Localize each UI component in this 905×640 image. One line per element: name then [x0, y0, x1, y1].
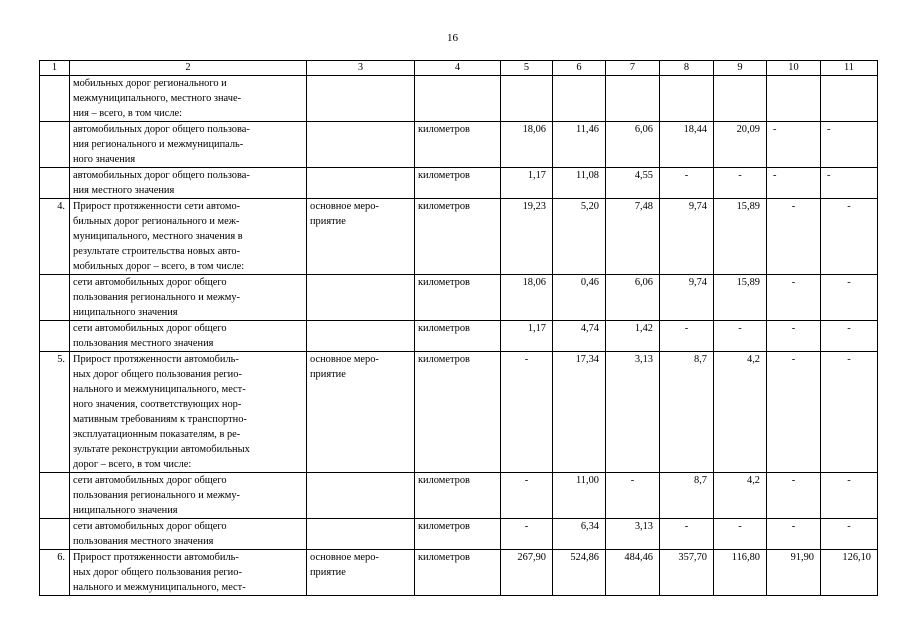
value-col-5: - — [501, 352, 553, 473]
value-col-6: 11,00 — [553, 473, 606, 519]
value-col-5: - — [501, 519, 553, 550]
row-number — [40, 168, 70, 199]
value-col-8: 357,70 — [660, 550, 714, 596]
value-col-8: 9,74 — [660, 275, 714, 321]
unit: километров — [415, 519, 501, 550]
value-col-11: - — [821, 352, 878, 473]
value-col-5: 18,06 — [501, 122, 553, 168]
value-col-9: 4,2 — [714, 473, 767, 519]
value-col-8: 9,74 — [660, 199, 714, 275]
indicator-text: автомобильных дорог общего пользова- ния регионального и межмуниципаль- ного значения — [70, 122, 307, 168]
unit: километров — [415, 122, 501, 168]
unit: километров — [415, 550, 501, 596]
indicator-text: сети автомобильных дорог общего пользования регионального и межму- ниципального значения — [70, 473, 307, 519]
row-number — [40, 76, 70, 122]
column-header: 9 — [714, 61, 767, 76]
unit: километров — [415, 321, 501, 352]
value-col-5 — [501, 76, 553, 122]
row-number — [40, 519, 70, 550]
value-col-8 — [660, 76, 714, 122]
event-type — [307, 76, 415, 122]
unit: километров — [415, 473, 501, 519]
event-type — [307, 275, 415, 321]
indicator-text: автомобильных дорог общего пользова- ния местного значения — [70, 168, 307, 199]
unit: километров — [415, 199, 501, 275]
value-col-11 — [821, 76, 878, 122]
table-row — [40, 199, 878, 275]
value-col-11: - — [821, 519, 878, 550]
row-number: 5. — [40, 352, 70, 473]
value-col-9: 4,2 — [714, 352, 767, 473]
value-col-9: 15,89 — [714, 199, 767, 275]
value-col-10: - — [767, 519, 821, 550]
value-col-10: 91,90 — [767, 550, 821, 596]
value-col-10: - — [767, 275, 821, 321]
row-number — [40, 122, 70, 168]
value-col-9 — [714, 76, 767, 122]
value-col-6 — [553, 76, 606, 122]
unit: километров — [415, 275, 501, 321]
value-col-7: 1,42 — [606, 321, 660, 352]
row-number: 4. — [40, 199, 70, 275]
row-number — [40, 275, 70, 321]
value-col-11: - — [821, 321, 878, 352]
unit — [415, 76, 501, 122]
column-header: 11 — [821, 61, 878, 76]
value-col-8: 18,44 — [660, 122, 714, 168]
value-col-8: - — [660, 519, 714, 550]
event-type: основное меро- приятие — [307, 199, 415, 275]
column-header: 3 — [307, 61, 415, 76]
column-header: 1 — [40, 61, 70, 76]
indicators-table — [39, 60, 878, 596]
value-col-10: - — [767, 321, 821, 352]
indicator-text: мобильных дорог регионального и межмуниципального, местного значе- ния – всего, в том числе: — [70, 76, 307, 122]
value-col-7: 7,48 — [606, 199, 660, 275]
value-col-5: 19,23 — [501, 199, 553, 275]
event-type: основное меро- приятие — [307, 550, 415, 596]
value-col-5: - — [501, 473, 553, 519]
page-number: 16 — [447, 32, 458, 44]
value-col-8: - — [660, 321, 714, 352]
indicator-text: Прирост протяженности автомобиль- ных дорог общего пользования регио- нального и межмуниципального, мест- ного значения, соответствующих нор- мативным требованиям к транспортно- эксплуатационным показателям, в ре- зультате реконструкции автомобильных дорог – всего, в том числе: — [70, 352, 307, 473]
value-col-11: - — [821, 168, 878, 199]
table-row — [40, 473, 878, 519]
table-row — [40, 352, 878, 473]
value-col-8: 8,7 — [660, 473, 714, 519]
value-col-9: 116,80 — [714, 550, 767, 596]
value-col-9: 15,89 — [714, 275, 767, 321]
row-number: 6. — [40, 550, 70, 596]
table-row — [40, 275, 878, 321]
event-type — [307, 473, 415, 519]
column-header: 10 — [767, 61, 821, 76]
event-type — [307, 122, 415, 168]
value-col-10: - — [767, 122, 821, 168]
table-row — [40, 321, 878, 352]
value-col-6: 0,46 — [553, 275, 606, 321]
column-header: 8 — [660, 61, 714, 76]
value-col-7: 3,13 — [606, 519, 660, 550]
table-row — [40, 168, 878, 199]
value-col-9: - — [714, 168, 767, 199]
column-header: 2 — [70, 61, 307, 76]
value-col-6: 6,34 — [553, 519, 606, 550]
column-header: 7 — [606, 61, 660, 76]
value-col-10: - — [767, 352, 821, 473]
value-col-7: 3,13 — [606, 352, 660, 473]
indicator-text: сети автомобильных дорог общего пользования регионального и межму- ниципального значения — [70, 275, 307, 321]
unit: километров — [415, 352, 501, 473]
table-row — [40, 550, 878, 596]
row-number — [40, 473, 70, 519]
table-row — [40, 122, 878, 168]
unit: километров — [415, 168, 501, 199]
value-col-10: - — [767, 199, 821, 275]
value-col-11: - — [821, 122, 878, 168]
column-number-row — [40, 61, 878, 76]
value-col-10: - — [767, 473, 821, 519]
table-row — [40, 519, 878, 550]
value-col-7: 6,06 — [606, 275, 660, 321]
column-header: 6 — [553, 61, 606, 76]
value-col-5: 1,17 — [501, 168, 553, 199]
value-col-8: 8,7 — [660, 352, 714, 473]
value-col-7: 6,06 — [606, 122, 660, 168]
column-header: 4 — [415, 61, 501, 76]
value-col-6: 5,20 — [553, 199, 606, 275]
row-number — [40, 321, 70, 352]
value-col-6: 11,08 — [553, 168, 606, 199]
event-type — [307, 321, 415, 352]
value-col-9: - — [714, 321, 767, 352]
value-col-5: 18,06 — [501, 275, 553, 321]
table-row — [40, 76, 878, 122]
value-col-9: - — [714, 519, 767, 550]
value-col-7: - — [606, 473, 660, 519]
indicator-text: Прирост протяженности сети автомо- бильных дорог регионального и меж- муниципального, местного значения в результате строительства новых авто- мобильных дорог – всего, в том числе: — [70, 199, 307, 275]
value-col-6: 17,34 — [553, 352, 606, 473]
indicator-text: сети автомобильных дорог общего пользования местного значения — [70, 321, 307, 352]
value-col-7 — [606, 76, 660, 122]
value-col-6: 11,46 — [553, 122, 606, 168]
indicator-text: сети автомобильных дорог общего пользования местного значения — [70, 519, 307, 550]
value-col-11: - — [821, 473, 878, 519]
indicator-text: Прирост протяженности автомобиль- ных дорог общего пользования регио- нального и межмуниципального, мест- — [70, 550, 307, 596]
value-col-5: 267,90 — [501, 550, 553, 596]
value-col-9: 20,09 — [714, 122, 767, 168]
value-col-8: - — [660, 168, 714, 199]
value-col-10: - — [767, 168, 821, 199]
value-col-6: 4,74 — [553, 321, 606, 352]
event-type — [307, 168, 415, 199]
value-col-11: - — [821, 199, 878, 275]
event-type: основное меро- приятие — [307, 352, 415, 473]
event-type — [307, 519, 415, 550]
column-header: 5 — [501, 61, 553, 76]
value-col-11: 126,10 — [821, 550, 878, 596]
value-col-7: 484,46 — [606, 550, 660, 596]
value-col-6: 524,86 — [553, 550, 606, 596]
value-col-10 — [767, 76, 821, 122]
value-col-7: 4,55 — [606, 168, 660, 199]
value-col-11: - — [821, 275, 878, 321]
value-col-5: 1,17 — [501, 321, 553, 352]
